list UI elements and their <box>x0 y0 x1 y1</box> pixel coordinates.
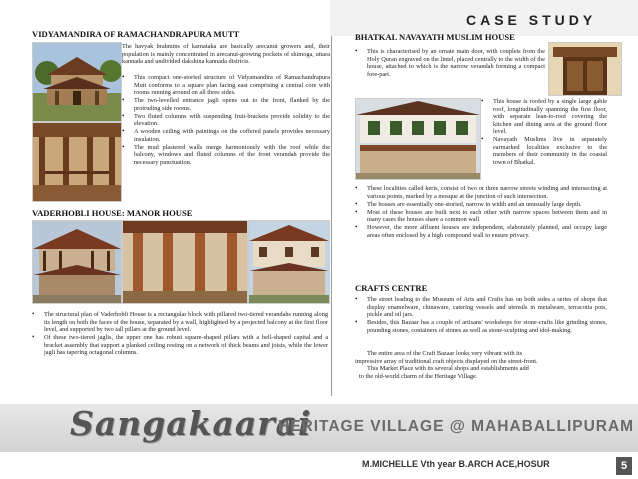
list-item: • However, the more affluent houses are independent, elaborately planned, and occupy large areas often enclosed by a high compound wall to ensure privacy. <box>355 224 607 239</box>
list-item: • The street leading to the Museum of Arts and Crafts has on both sides a series of shops that display enamelware, chinaware, catering vessels and utensils in metalware, terracotta pots, pickle and oil jars. <box>355 296 607 319</box>
list-item: • The two-levelled entrance jagli opens out to the front, flanked by the protruding side rooms. <box>122 97 330 112</box>
list-item: • This house is roofed by a single large gable roof, longitudinally spanning the first floor, with separate lean-to-roof covering the kitchen and dining area at the ground floor level. <box>481 98 607 136</box>
vidyamandira-interior-photo <box>32 122 122 202</box>
crafts-text <box>355 350 615 380</box>
vidyamandira-heading: VIDYAMANDIRA OF RAMACHANDRAPURA MUTT <box>32 29 240 39</box>
vaderhobli-photo-verandah <box>122 220 248 304</box>
list-item: • The houses are essentially one-storied, narrow in width and an unusually large depth. <box>355 201 607 209</box>
list-item: • Of these two-tiered jaglis, the upper one has robust square-shaped pillars with a bell-shaped capital and a bracket assembly that support a planked ceiling resting on a network of thick beams and joists, while the lower jagli has tapering octagonal columns. <box>32 334 328 357</box>
page-title: CASE STUDY <box>466 12 597 28</box>
bhatkal-heading: BHATKAL NAVAYATH MUSLIM HOUSE <box>355 32 515 42</box>
bhatkal-bullet-top <box>355 48 545 79</box>
bhatkal-bullets-side <box>481 98 607 167</box>
brand-subtitle: HERITAGE VILLAGE @ MAHABALLIPURAM <box>278 418 635 435</box>
column-divider <box>331 36 332 396</box>
vidyamandira-intro: The havyak brahmins of karnataka are basically arecanut growers and, their population is mainly concentrated in arecanut-growing pockets of shimoga, uttara kannada and undivided dakshina kannada districts. <box>122 43 330 65</box>
list-item: • The mud plastered walls merge harmoniously with the roof while the balcony, windows and fluted columns of the front verandah provide the necessary punctuation. <box>122 144 330 167</box>
vaderhobli-bullets <box>32 311 328 357</box>
bhatkal-bullets <box>355 185 607 240</box>
bhatkal-photo-house <box>355 98 481 180</box>
list-item: • The structural plan of Vaderhobli House is a rectangular block with pillared two-tiered verandahs running along its length on both the faces of the house, separated by a wall, highlighted by a projected balcony at the first floor level, and supported by two tall pillars at the ground level. <box>32 311 328 334</box>
vaderhobli-photo-exterior <box>32 220 122 304</box>
list-item: • Two fluted columns with suspending fruit-brackets provide solidity to the elevation. <box>122 113 330 128</box>
brand-logo-text: Sangakaarai <box>70 404 312 443</box>
crafts-heading: CRAFTS CENTRE <box>355 283 428 293</box>
crafts-line-4: to the old-world charm of the Heritage Village. <box>359 372 478 380</box>
list-item: • This compact one-storied structure of Vidyamandira of Ramachandrapura Mutt conforms to a square plan facing east comprising a central core with rooms running around on all three sides. <box>122 74 330 97</box>
vidyamandira-bullets <box>122 74 330 167</box>
bhatkal-photo-door <box>548 42 622 96</box>
vaderhobli-heading: VADERHOBLI HOUSE: MANOR HOUSE <box>32 208 193 218</box>
page-number: 5 <box>616 457 632 475</box>
crafts-line-1: The entire area of the Craft Bazaar looks very vibrant with its <box>367 350 523 357</box>
list-item: • Most of these houses are built next to each other with narrow spaces between them and in many cases the houses share a common wall <box>355 209 607 224</box>
list-item: • Navayath Muslims live in separately earmarked localities exclusive to the members of their community in the coastal town of Bhatkal. <box>481 136 607 166</box>
vidyamandira-photo <box>32 42 122 122</box>
author-credit: M.MICHELLE Vth year B.ARCH ACE,HOSUR <box>362 459 550 469</box>
crafts-bullets <box>355 296 607 335</box>
vaderhobli-photo-side <box>248 220 330 304</box>
list-item: • This is characterised by an ornate main door, with couplets from the Holy Quran engraved on the lintel, placed centrally to the width of the house, attached to which is the narrow verandah forming a compact fore-part. <box>355 48 545 78</box>
list-item: • Besides, this Bazaar has a couple of artisans' workshops for stone-crafts like grinding stones, pounding stones, containers of stones as well as stone-sculpting and idol-making. <box>355 319 607 334</box>
crafts-line-2: impressive array of traditional craft objects displayed on the street-front. <box>355 357 538 365</box>
list-item: • These localities called keris, consist of two or three narrow streets winding and intersecting at various points, marked by a mosque at the junction of such intersection. <box>355 185 607 200</box>
list-item: • A wooden ceiling with paintings on the coffered panels provides necessary insulation. <box>122 128 330 143</box>
crafts-line-3: This Market Place with its several shops and establishments add <box>367 365 529 372</box>
